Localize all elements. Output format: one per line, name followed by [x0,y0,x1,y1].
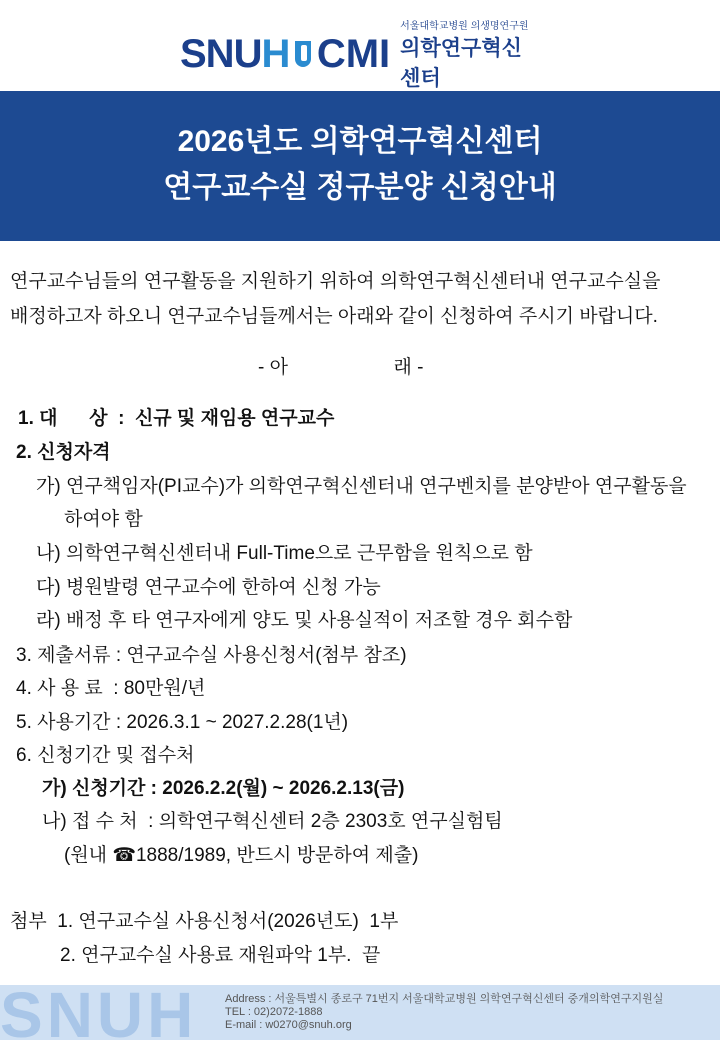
eligibility-a-cont: 하여야 함 [64,509,143,530]
intro-line-2: 배정하고자 하오니 연구교수님들께서는 아래와 같이 신청하여 주시기 바랍니다. [10,306,658,327]
eligibility-a: 가) 연구책임자(PI교수)가 의학연구혁신센터내 연구벤치를 분양받아 연구활동을 [36,476,687,497]
item-fee: 4. 사 용 료 : 80만원/년 [16,678,206,699]
eligibility-b: 나) 의학연구혁신센터내 Full-Time으로 근무함을 원칙으로 함 [36,543,533,564]
notice-heading: - 아 래 - [258,357,424,378]
footer-tel: TEL : 02)2072-1888 [225,1006,323,1018]
title-line-1: 2026년도 의학연구혁신센터 [177,125,543,158]
item-target: 1. 대 상 : 신규 및 재임용 연구교수 [18,408,335,429]
item-period: 5. 사용기간 : 2026.3.1 ~ 2027.2.28(1년) [16,712,349,733]
title-banner [0,91,720,241]
snuh-cmi-logo [180,20,540,90]
item-application: 6. 신청기간 및 접수처 [16,745,195,766]
item-documents: 3. 제출서류 : 연구교수실 사용신청서(첨부 참조) [16,645,407,666]
logo-snuh: SNUH [180,31,290,76]
item-eligibility: 2. 신청자격 [16,442,111,463]
application-period: 가) 신청기간 : 2026.2.2(월) ~ 2026.2.13(금) [42,778,405,799]
footer-address: Address : 서울특별시 종로구 71번지 서울대학교병원 의학연구혁신센터 중개의학연구지원실 [225,993,664,1005]
application-contact: (원내 ☎1888/1989, 반드시 방문하여 제출) [64,845,419,866]
intro-line-1: 연구교수님들의 연구활동을 지원하기 위하여 의학연구혁신센터내 연구교수실을 [10,271,661,292]
title-line-2: 연구교수실 정규분양 신청안내 [163,171,557,204]
attachment-2: 2. 연구교수실 사용료 재원파악 1부. 끝 [60,945,381,966]
logo-korean: 서울대학교병원 의생명연구원 의학연구혁신센터 [400,20,529,90]
application-office: 나) 접 수 처 : 의학연구혁신센터 2층 2303호 연구실험팀 [42,811,503,832]
eligibility-c: 다) 병원발령 연구교수에 한하여 신청 가능 [36,577,381,598]
footer-contact [225,993,663,1032]
snuh-watermark: SNUH [0,985,198,1040]
logo-cmi: CMI [316,31,391,76]
footer [0,985,720,1040]
shield-key-icon [295,41,311,67]
eligibility-d: 라) 배정 후 타 연구자에게 양도 및 사용실적이 저조할 경우 회수함 [36,610,573,631]
attachment-1: 첨부 1. 연구교수실 사용신청서(2026년도) 1부 [10,911,399,932]
footer-email: E-mail : w0270@snuh.org [225,1019,352,1031]
